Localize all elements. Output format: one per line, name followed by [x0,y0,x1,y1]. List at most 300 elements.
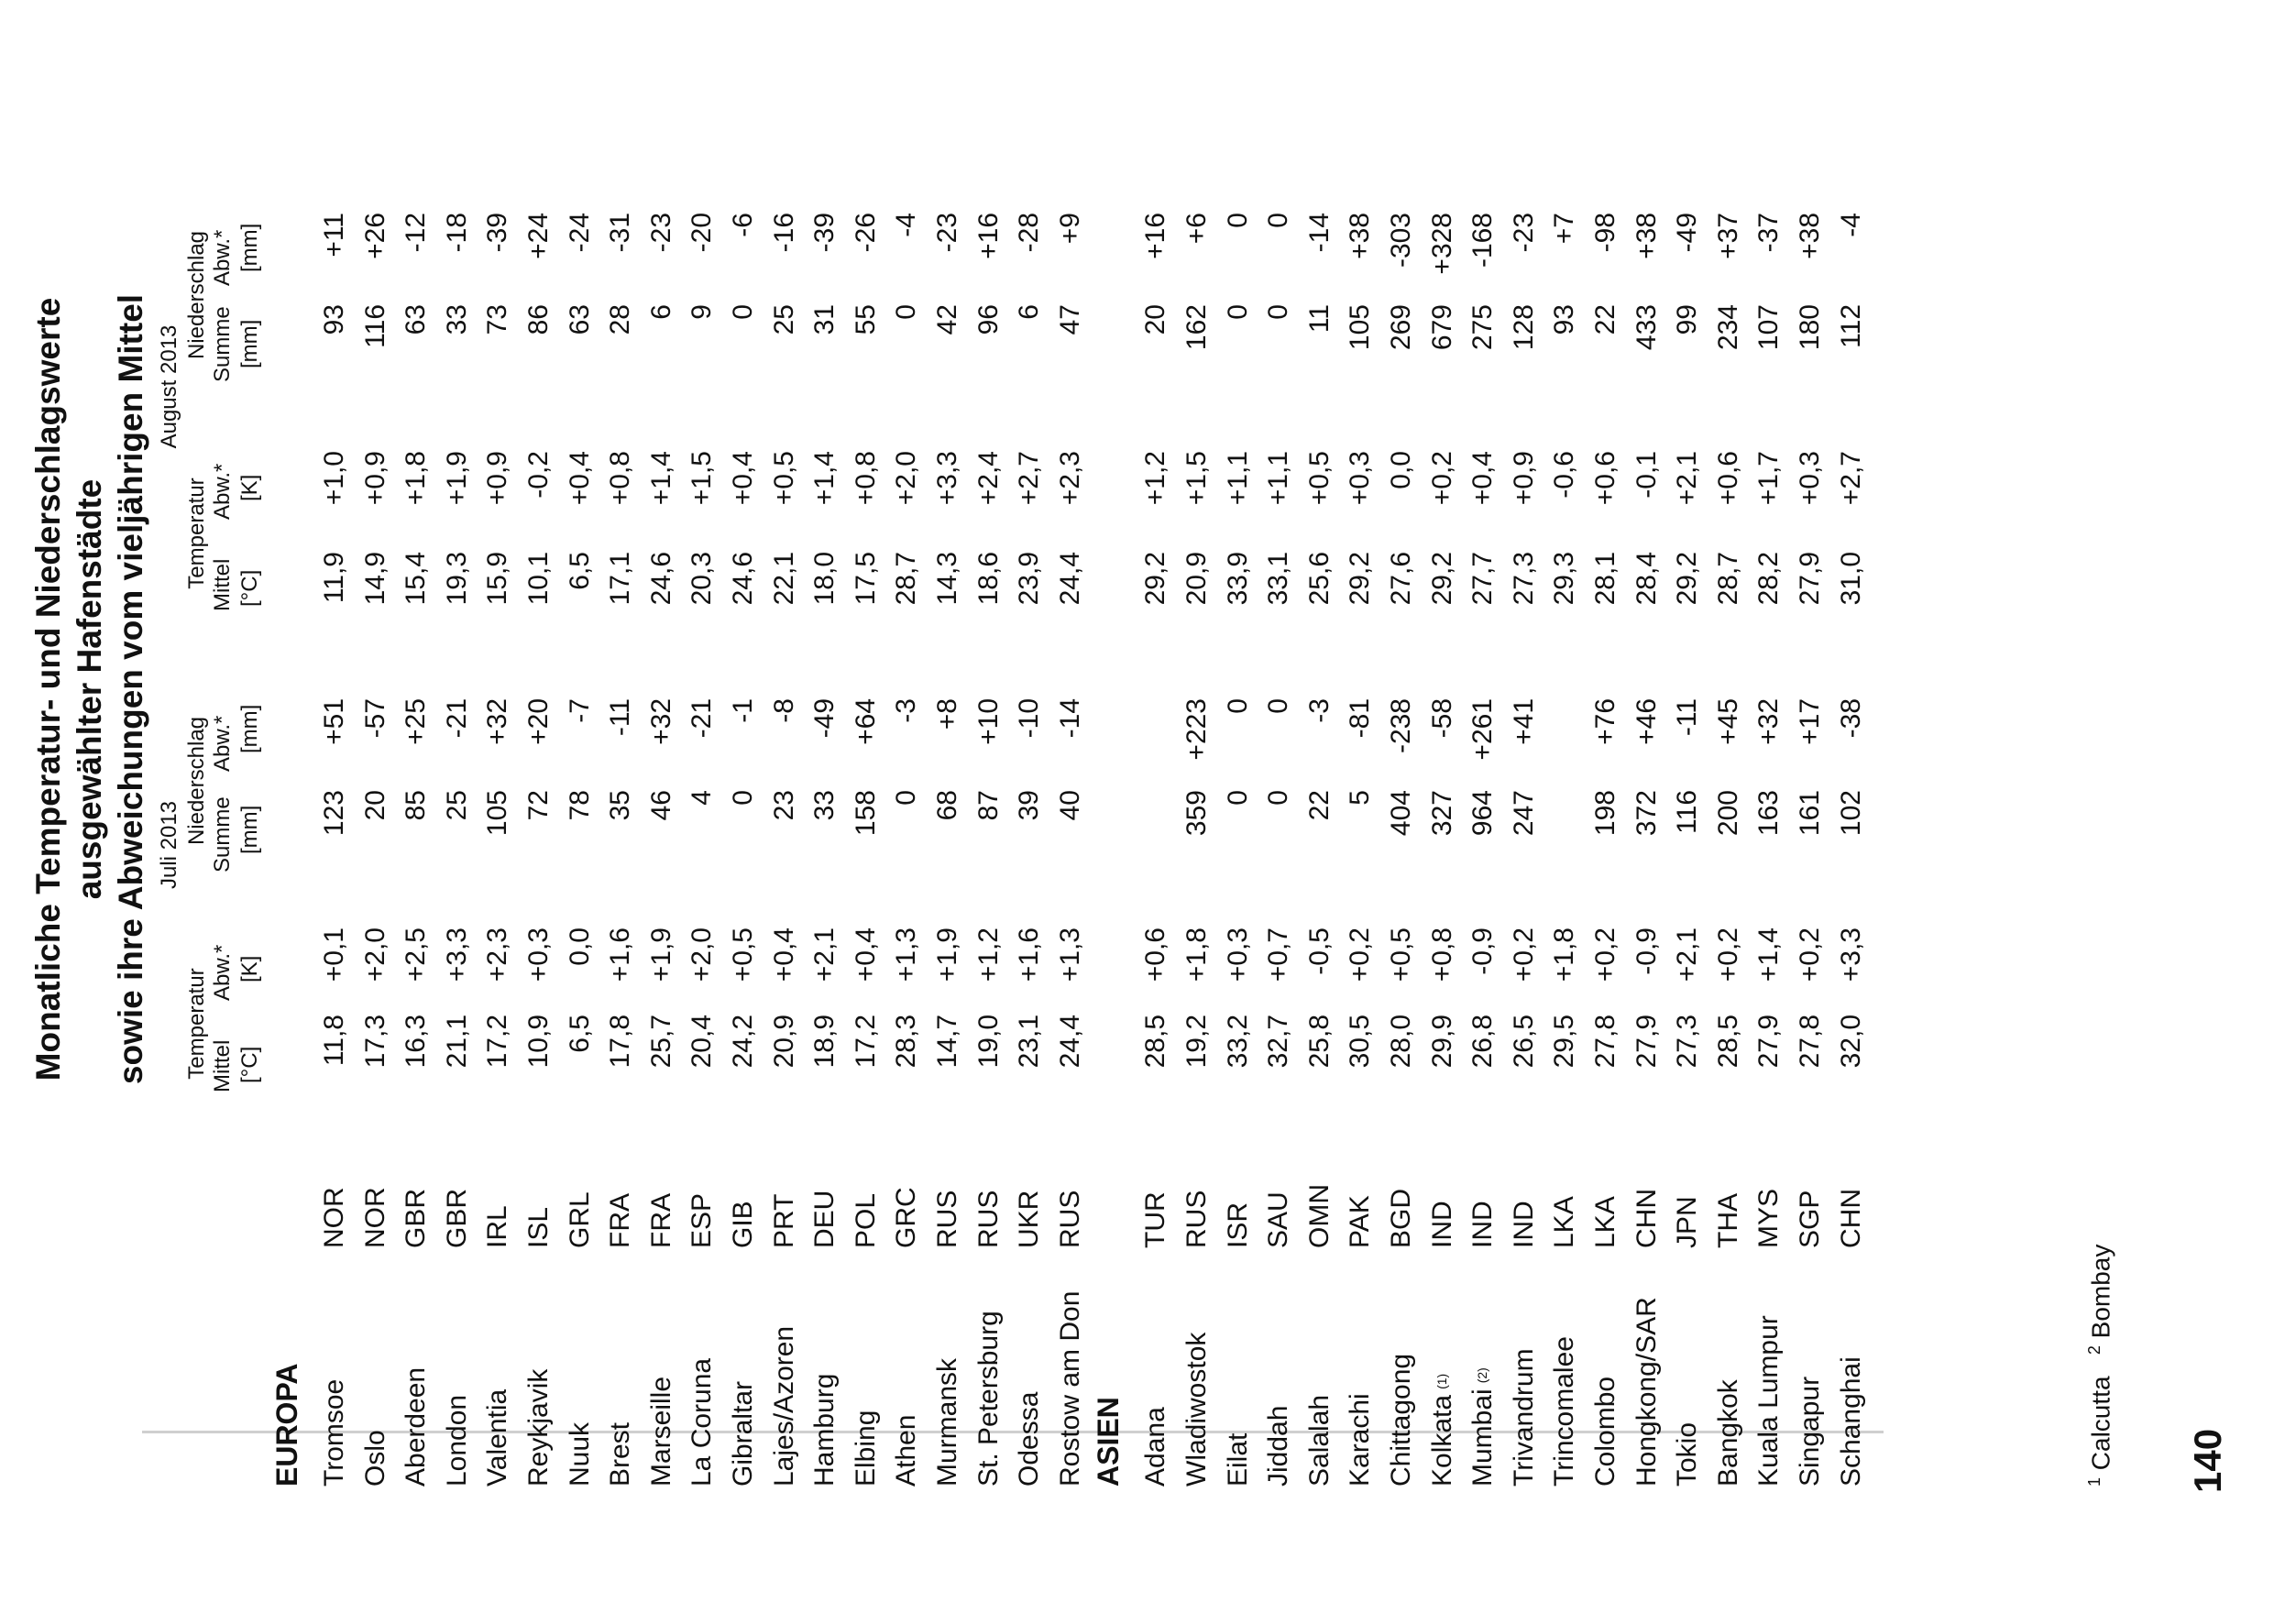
july-temp-header: Temperatur [184,968,209,1080]
jul-precip-summe: 46 [645,790,676,821]
aug-temp-mittel: 28,1 [1590,552,1620,606]
aug-precip-abw: +6 [1181,213,1212,245]
aug-precip-abw: -24 [564,213,595,253]
aug-temp-abw: +0,5 [768,451,799,506]
country-code: PRT [768,1193,799,1248]
jul-temp-mittel: 21,1 [441,1015,472,1069]
city-name [845,1410,886,1487]
aug-temp-abw: -0,6 [1549,451,1580,499]
july-summe-label: Summe [210,796,235,872]
jul-precip-abw: 0 [1263,698,1294,714]
aug-precip-abw: -168 [1467,213,1499,269]
aug-precip-summe: 28 [605,304,636,335]
table-row [1830,0,1872,1624]
aug-precip-summe: 0 [891,304,922,320]
jul-precip-abw: -57 [359,698,390,739]
jul-precip-summe: 72 [523,790,554,821]
aug-precip-summe: 47 [1054,304,1085,335]
aug-temp-mittel: 14,9 [359,552,390,606]
aug-temp-mittel: 24,4 [1054,552,1085,606]
jul-precip-abw: +76 [1590,698,1620,745]
country-code: GRL [564,1191,595,1248]
aug-temp-mittel: 11,9 [319,552,349,604]
aug-precip-abw: -28 [1014,213,1045,253]
table-row [1543,0,1585,1624]
jul-temp-abw: +0,7 [1263,927,1294,982]
city-name-text: Valentia [482,1388,513,1487]
aug-precip-abw: -98 [1590,213,1620,253]
aug-temp-abw: +0,5 [1303,451,1335,506]
aug-temp-mittel: 33,9 [1222,552,1253,606]
aug-precip-summe: 33 [441,304,472,335]
jul-temp-abw: +0,5 [1386,927,1416,982]
aug-precip-abw: +38 [1345,213,1376,259]
aug-precip-summe: 20 [1140,304,1171,335]
aug-precip-abw: -26 [850,213,881,253]
table-row [1708,0,1749,1624]
aug-temp-mittel: 17,5 [850,552,881,606]
aug-precip-summe: 9 [687,304,718,320]
city-name [1258,1406,1299,1487]
july-abw-label: Abw.* [210,944,235,1001]
table-row [599,0,641,1624]
city-name [1748,1315,1789,1487]
jul-temp-abw: +1,2 [972,927,1004,982]
country-code: NOR [319,1187,349,1248]
aug-precip-abw: -23 [645,213,676,253]
jul-temp-abw: +3,3 [441,927,472,982]
aug-temp-mittel: 25,6 [1303,552,1335,606]
jul-temp-mittel: 16,3 [401,1015,432,1069]
city-name [1217,1433,1258,1487]
aug-precip-abw: -23 [932,213,962,253]
aug-temp-mittel: 29,2 [1140,552,1171,606]
jul-precip-abw: -21 [687,698,718,739]
jul-temp-abw: +1,3 [1054,927,1085,982]
jul-temp-mittel: 6,5 [564,1015,595,1053]
jul-temp-mittel: 17,2 [850,1015,881,1069]
jul-temp-abw: +1,6 [1014,927,1045,982]
city-name-text: Singapur [1795,1376,1825,1487]
city-name [885,1415,927,1487]
jul-temp-mittel: 24,2 [728,1015,758,1069]
aug-temp-mittel: 24,6 [645,552,676,606]
jul-precip-abw: -11 [1672,698,1703,737]
city-name [559,1422,600,1487]
july-unit-c: [°C] [237,1046,262,1083]
city-name [355,1430,396,1487]
aug-precip-summe: 0 [1263,304,1294,320]
jul-temp-abw: +0,4 [850,927,881,982]
aug-precip-summe: 180 [1795,304,1825,351]
jul-temp-mittel: 27,8 [1590,1015,1620,1069]
aug-temp-abw: +0,3 [1345,451,1376,506]
table-row [804,0,845,1624]
aug-temp-mittel: 18,0 [809,552,840,606]
city-name-text: Mumbai [1467,1388,1499,1487]
jul-temp-mittel: 29,9 [1426,1015,1457,1069]
city-name-text: Elbing [850,1410,881,1487]
city-name [1789,1377,1830,1487]
aug-temp-mittel: 27,6 [1386,552,1416,606]
jul-precip-summe: 247 [1508,790,1539,837]
jul-precip-summe: 0 [1263,790,1294,806]
aug-precip-summe: 93 [1549,304,1580,335]
jul-precip-abw: -7 [564,698,595,723]
aug-temp-mittel: 31,0 [1835,552,1866,606]
country-code: RUS [972,1190,1004,1248]
city-name [722,1381,763,1487]
aug-precip-summe: 31 [809,304,840,335]
jul-temp-abw: +1,4 [1753,927,1785,982]
city-name-text: Schanghai [1835,1356,1866,1487]
aug-temp-mittel: 33,1 [1263,552,1294,606]
jul-temp-abw: +0,2 [1590,927,1620,982]
country-code: IND [1467,1201,1499,1248]
jul-precip-summe: 4 [687,790,718,806]
aug-summe-label: Summe [210,306,235,382]
aug-precip-abw: -303 [1386,213,1416,269]
footnote [2085,1245,2115,1487]
country-code: GIB [728,1201,758,1248]
aug-temp-abw: +0,8 [850,451,881,506]
country-code: ISR [1222,1202,1253,1248]
table-row [927,0,968,1624]
jul-precip-abw: 0 [1222,698,1253,714]
jul-precip-summe: 116 [1672,790,1703,834]
aug-precip-summe: 433 [1631,304,1662,351]
country-code: IRL [482,1205,513,1248]
aug-precip-abw: +11 [319,213,349,258]
city-name-text: Murmansk [932,1357,962,1487]
city-name-text: Trivandrum [1508,1348,1539,1487]
aug-temp-mittel: 28,4 [1631,552,1662,606]
country-code: FRA [605,1193,636,1248]
aug-precip-abw: -6 [728,213,758,237]
aug-precip-summe: 275 [1467,304,1499,351]
city-name-text: Tromsoe [319,1378,349,1487]
aug-temp-mittel: 15,4 [401,552,432,606]
table-row [1380,0,1422,1624]
city-name-text: La Coruna [687,1357,718,1487]
aug-precip-abw: -37 [1753,213,1785,253]
jul-precip-abw: +8 [932,698,962,730]
jul-temp-mittel: 25,8 [1303,1015,1335,1069]
aug-temp-abw: +0,4 [728,451,758,506]
jul-precip-summe: 198 [1590,790,1620,837]
jul-precip-abw: +223 [1181,698,1212,761]
aug-temp-abw: +2,1 [1672,451,1703,506]
aug-precip-abw: -14 [1303,213,1335,253]
table-row [1049,0,1091,1624]
table-row [1135,0,1176,1624]
jul-precip-abw: -238 [1386,698,1416,754]
jul-precip-summe: 359 [1181,790,1212,837]
july-abw2-label: Abw.* [210,715,235,772]
jul-temp-mittel: 28,5 [1140,1015,1171,1069]
aug-temp-abw: +1,2 [1140,451,1171,506]
aug-precip-header: Niederschlag [184,230,209,360]
jul-precip-summe: 22 [1303,790,1335,821]
country-code: GBR [401,1188,432,1248]
jul-precip-abw: -1 [728,698,758,723]
jul-precip-abw: -10 [1014,698,1045,739]
country-code: BGD [1386,1188,1416,1248]
table-row [436,0,478,1624]
city-name [641,1377,682,1487]
table-row [1585,0,1626,1624]
city-name-text: Hongkong/SAR [1631,1297,1662,1487]
aug-abw2-label: Abw.* [210,229,235,286]
aug-temp-abw: +2,7 [1835,451,1866,506]
july-unit-mm: [mm] [237,805,262,854]
jul-temp-abw: +1,6 [605,927,636,982]
country-code: LKA [1590,1196,1620,1248]
july-mittel-label: Mittel [210,1039,235,1092]
city-name-text: Athen [891,1414,922,1487]
aug-temp-abw: +0,3 [1795,451,1825,506]
aug-temp-abw: +1,1 [1222,451,1253,506]
aug-temp-abw: +1,7 [1753,451,1785,506]
jul-temp-abw: +0,2 [1712,927,1743,982]
jul-precip-summe: 78 [564,790,595,821]
city-name-text: Hamburg [809,1373,840,1487]
country-code: THA [1712,1193,1743,1248]
country-code: POL [850,1192,881,1248]
table-row [355,0,396,1624]
aug-unit-k: [K] [237,474,262,501]
country-code: GRC [891,1187,922,1248]
title-line-1: Monatliche Temperatur- und Niederschlagswerte [29,297,67,1081]
city-name-text: Wladiwostok [1181,1332,1212,1487]
jul-precip-summe: 0 [728,790,758,806]
jul-precip-summe: 163 [1753,790,1785,837]
jul-temp-mittel: 30,5 [1345,1015,1376,1069]
footnote-marker-2: 2 [2085,1345,2104,1355]
aug-precip-abw: -16 [768,213,799,253]
city-name [1135,1407,1176,1487]
table-row [1008,0,1049,1624]
country-code: CHN [1631,1189,1662,1248]
city-name [1626,1297,1667,1487]
table-row [1258,0,1299,1624]
jul-precip-abw: -81 [1345,698,1376,739]
aug-precip-summe: 63 [401,304,432,335]
jul-temp-mittel: 33,2 [1222,1015,1253,1069]
aug-unit-mm-2: [mm] [237,223,262,272]
jul-precip-abw: +64 [850,698,881,745]
city-name-text: Odessa [1014,1391,1045,1487]
jul-temp-mittel: 27,8 [1795,1015,1825,1069]
jul-temp-abw: +0,1 [319,927,349,982]
aug-precip-abw: +16 [972,213,1004,259]
aug-temp-mittel: 17,1 [605,552,636,606]
city-name [804,1374,845,1487]
aug-precip-abw: +328 [1426,213,1457,275]
jul-temp-abw: +3,3 [1835,927,1866,982]
aug-precip-summe: 128 [1508,304,1539,351]
aug-precip-abw: +38 [1631,213,1662,259]
country-code: CHN [1835,1189,1866,1248]
jul-temp-abw: +1,8 [1181,927,1212,982]
country-code: MYS [1753,1188,1785,1248]
country-code: LKA [1549,1196,1580,1248]
city-name-text: Reykjavik [523,1368,554,1487]
aug-precip-summe: 25 [768,304,799,335]
city-name [1176,1333,1217,1487]
jul-temp-mittel: 19,2 [1181,1015,1212,1069]
jul-precip-abw: -3 [891,698,922,723]
aug-temp-abw: -0,1 [1631,451,1662,499]
aug-temp-abw: +0,8 [605,451,636,506]
jul-temp-mittel: 27,3 [1672,1015,1703,1069]
city-name [1299,1395,1340,1487]
table-row [1176,0,1217,1624]
footnote-text-1: Calcutta [2086,1376,2115,1471]
aug-temp-abw: +1,4 [645,451,676,506]
aug-precip-abw: +24 [523,213,554,259]
aug-precip-summe: 86 [523,304,554,335]
jul-precip-abw: +41 [1508,698,1539,745]
city-name [599,1422,641,1487]
aug-precip-summe: 234 [1712,304,1743,351]
jul-temp-abw: +2,1 [809,927,840,982]
aug-temp-mittel: 18,6 [972,552,1004,606]
jul-temp-abw: +0,2 [1795,927,1825,982]
jul-temp-mittel: 32,0 [1835,1015,1866,1069]
jul-temp-abw: +0,3 [523,927,554,982]
aug-temp-abw: +0,9 [482,451,513,506]
table-row [885,0,927,1624]
jul-temp-abw: +2,0 [687,927,718,982]
aug-temp-mittel: 24,6 [728,552,758,606]
country-code: TUR [1140,1191,1171,1248]
aug-temp-mittel: 27,9 [1795,552,1825,606]
city-name [1503,1348,1544,1487]
aug-temp-abw: +1,9 [441,451,472,506]
table-row [1789,0,1830,1624]
aug-precip-abw: +37 [1712,213,1743,259]
jul-precip-summe: 40 [1054,790,1085,821]
city-name-text: Oslo [359,1430,390,1487]
july-precip-header: Niederschlag [184,716,209,846]
jul-temp-mittel: 20,4 [687,1015,718,1069]
jul-precip-summe: 123 [319,790,349,837]
city-name [763,1326,805,1487]
page-number: 140 [2186,1428,2229,1493]
aug-unit-mm: [mm] [237,319,262,368]
footnote-ref: (2) [1475,1367,1490,1384]
jul-temp-abw: -0,9 [1467,927,1499,975]
jul-precip-abw: -3 [1303,698,1335,723]
jul-precip-summe: 200 [1712,790,1743,837]
city-name [1339,1393,1380,1487]
aug-precip-abw: -4 [1835,213,1866,237]
aug-temp-abw: +1,8 [401,451,432,506]
aug-precip-abw: +26 [359,213,390,259]
jul-temp-abw: +0,6 [1140,927,1171,982]
aug-mittel-label: Mittel [210,558,235,611]
country-code: OMN [1303,1184,1335,1248]
country-code: PAK [1345,1195,1376,1248]
aug-temp-mittel: 27,7 [1467,552,1499,606]
country-code: SAU [1263,1191,1294,1248]
table-row [763,0,805,1624]
aug-precip-summe: 73 [482,304,513,335]
city-name-text: Bangkok [1712,1379,1743,1487]
aug-temp-abw: +2,0 [891,451,922,506]
city-name-text: Lajes/Azoren [768,1325,799,1487]
table-row [1503,0,1544,1624]
jul-precip-abw: +261 [1467,698,1499,761]
jul-temp-mittel: 28,5 [1712,1015,1743,1069]
aug-precip-summe: 0 [728,304,758,320]
jul-precip-summe: 23 [768,790,799,821]
aug-temp-mittel: 28,7 [1712,552,1743,606]
jul-precip-summe: 964 [1467,790,1499,837]
jul-precip-abw: +51 [319,698,349,745]
jul-temp-abw: -0,5 [1303,927,1335,975]
aug-temp-mittel: 28,7 [891,552,922,606]
country-code: SGP [1795,1190,1825,1248]
city-name-text: Gibraltar [728,1380,758,1487]
aug-precip-summe: 22 [1590,304,1620,335]
jul-temp-mittel: 25,7 [645,1015,676,1069]
jul-temp-mittel: 14,7 [932,1015,962,1069]
country-code: RUS [1181,1190,1212,1248]
aug-precip-abw: +9 [1054,213,1085,245]
jul-precip-summe: 102 [1835,790,1866,837]
july-unit-mm-2: [mm] [237,704,262,753]
table-row [559,0,600,1624]
city-name [1543,1336,1585,1487]
aug-precip-summe: 55 [850,304,881,335]
aug-precip-abw: -49 [1672,213,1703,253]
region-heading: EUROPA [270,1363,303,1487]
aug-temp-mittel: 15,9 [482,552,513,606]
city-name-text: London [441,1394,472,1487]
jul-temp-abw: 0,0 [564,927,595,966]
city-name [1462,1367,1503,1487]
aug-precip-summe: 42 [932,304,962,335]
table-row [722,0,763,1624]
jul-temp-abw: +2,3 [482,927,513,982]
jul-precip-abw: +32 [645,698,676,745]
city-name-text: Marseille [645,1376,676,1487]
jul-precip-summe: 0 [891,790,922,806]
aug-temp-mittel: 29,2 [1672,552,1703,606]
aug-temp-abw: +1,4 [809,451,840,506]
city-name-text: Kuala Lumpur [1753,1315,1785,1487]
city-name-text: Karachi [1345,1393,1376,1487]
jul-temp-mittel: 29,5 [1549,1015,1580,1069]
jul-precip-summe: 161 [1795,790,1825,837]
jul-temp-abw: +1,9 [932,927,962,982]
jul-precip-summe: 20 [359,790,390,821]
jul-precip-abw: -49 [809,698,840,739]
jul-temp-mittel: 20,9 [768,1015,799,1069]
aug-temp-abw: +3,3 [932,451,962,506]
aug-precip-abw: +16 [1140,213,1171,259]
jul-temp-abw: +0,2 [1508,927,1539,982]
country-code: UKR [1014,1190,1045,1248]
city-name-text: Brest [605,1421,636,1487]
aug-precip-summe: 105 [1345,304,1376,351]
table-row [641,0,682,1624]
jul-precip-abw: +20 [523,698,554,745]
jul-precip-summe: 25 [441,790,472,821]
aug-temp-mittel: 20,3 [687,552,718,606]
